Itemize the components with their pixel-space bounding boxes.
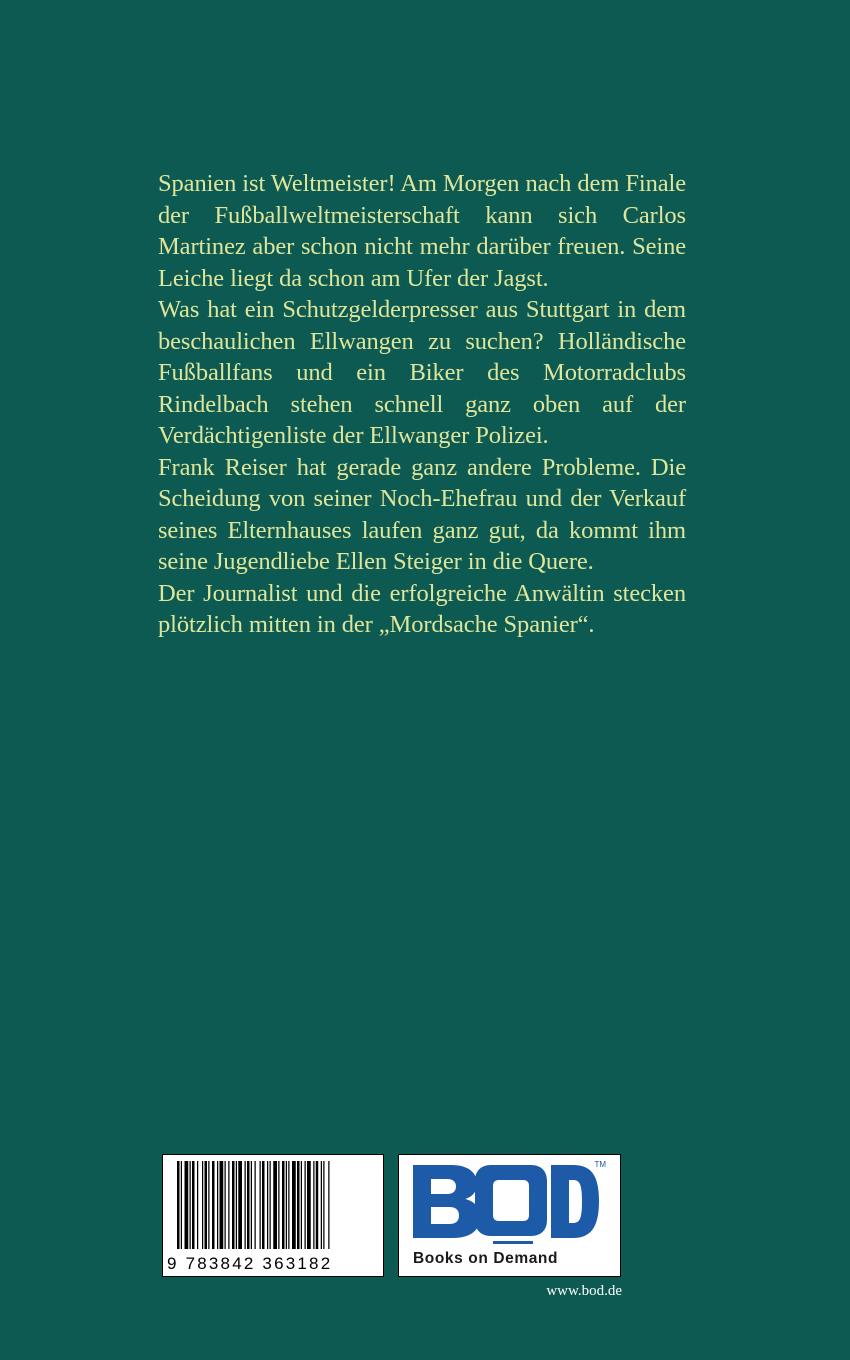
trademark-mark: TM — [594, 1160, 606, 1169]
publisher-tagline: Books on Demand — [413, 1250, 559, 1267]
blurb-paragraph-2: Was hat ein Schutzgelderpresser aus Stuttgart in dem beschaulichen Ellwangen zu suchen? Holländische Fußballfans und ein Biker des Motorradclubs Rindelbach stehen schnell ganz oben auf der Verdächtigenliste der Ellwanger Polizei. — [158, 296, 686, 449]
blurb-paragraph-4: Der Journalist und die erfolgreiche Anwältin stecken plötzlich mitten in der „Mordsache Spanier“. — [158, 579, 686, 638]
blurb-paragraph-3: Frank Reiser hat gerade ganz andere Probleme. Die Scheidung von seiner Noch-Ehefrau und der Verkauf seines Elternhauses laufen ganz gut, da kommt ihm seine Jugendliebe Ellen Steiger in die Quere. — [158, 453, 686, 575]
isbn-barcode — [162, 1154, 384, 1277]
blurb-paragraph-1: Spanien ist Weltmeister! Am Morgen nach dem Finale der Fußballweltmeisterschaft kann sich Carlos Martinez aber schon nicht mehr darüber freuen. Seine Leiche liegt da schon am Ufer der Jagst. — [158, 170, 686, 292]
back-cover-blurb — [158, 168, 686, 641]
publisher-url: www.bod.de — [546, 1283, 622, 1299]
bod-logo-icon — [411, 1163, 601, 1245]
publisher-logo-box — [398, 1154, 621, 1277]
isbn-number: 9 783842 363182 — [167, 1254, 333, 1273]
